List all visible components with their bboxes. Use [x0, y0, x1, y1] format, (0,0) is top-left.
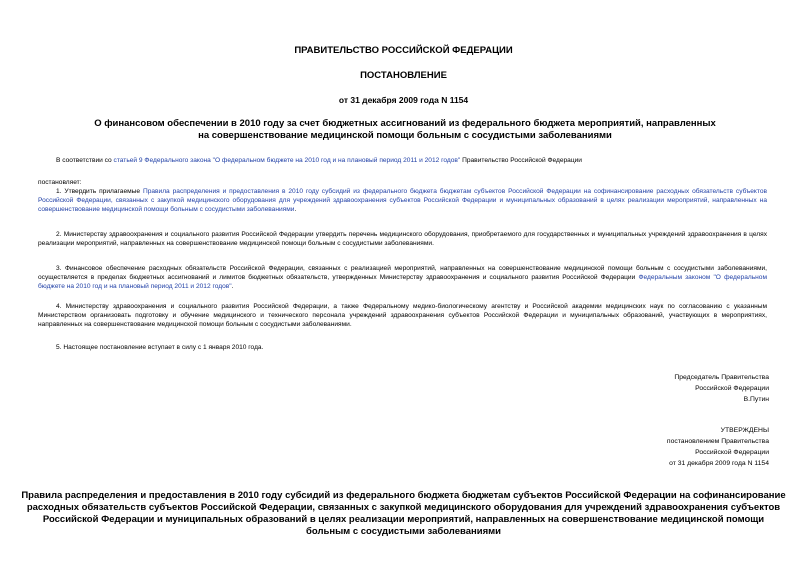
government-heading: ПРАВИТЕЛЬСТВО РОССИЙСКОЙ ФЕДЕРАЦИИ: [294, 45, 513, 56]
date-number-heading: от 31 декабря 2009 года N 1154: [338, 95, 469, 105]
preamble-text-after: Правительство Российской Федерации: [460, 157, 582, 164]
item-1-text-after: .: [294, 206, 297, 214]
federal-law-article-link[interactable]: статьей 9 Федерального закона "О федеральном бюджете на 2010 год и на плановый период 2011 и 2012 годов": [113, 157, 461, 164]
doc-type-heading: ПОСТАНОВЛЕНИЕ: [360, 70, 447, 81]
approved-block: [667, 425, 769, 469]
approved-line-3: Российской Федерации: [695, 449, 769, 456]
item-3: [38, 264, 767, 292]
item-5: 5. Настоящее постановление вступает в силу с 1 января 2010 года.: [56, 344, 264, 351]
preamble-text-before: В соответствии со: [56, 157, 114, 164]
item-2: 2. Министерству здравоохранения и социального развития Российской Федерации утвердить перечень медицинского оборудования, приобретаемого для государственных и муниципальных учреждений здравоохранения в целях реализации мероприятий, направленных на совершенствование медицинской помощи больным с сосудистыми заболеваниями.: [38, 231, 767, 248]
item-1-text-before: 1. Утвердить прилагаемые: [56, 188, 143, 195]
rules-link[interactable]: Правила распределения и предоставления в 2010 году субсидий из федерального бюджета бюджетам субъектов Российской Федерации на софинансирование расходных обязательств субъектов Российской Федерации, связанных с закупкой медицинского оборудования для учреждений здравоохранения субъектов Российской Федерации и муниципальных образований в целях реализации мероприятий, направленных на совершенствование медицинской помощи больным с сосудистыми заболеваниями: [38, 188, 767, 214]
signature-line-2: Российской Федерации: [695, 385, 769, 392]
document-title: О финансовом обеспечении в 2010 году за счет бюджетных ассигнований из федерального бюджета мероприятий, направленных на совершенствование медицинской помощи больным с сосудистыми заболеваниями: [94, 118, 716, 141]
annex-title: Правила распределения и предоставления в 2010 году субсидий из федерального бюджета бюджетам субъектов Российской Федерации на софинансирование расходных обязательств субъектов Российской Федерации, связанных с закупкой медицинского оборудования для учреждений здравоохранения субъектов Российской Федерации и муниципальных образований в целях реализации мероприятий, направленных на совершенствование медицинской помощи больным с сосудистыми заболеваниями: [21, 490, 786, 537]
approved-line-2: постановлением Правительства: [666, 438, 769, 445]
item-4: 4. Министерству здравоохранения и социального развития Российской Федерации, а также Федеральному медико-биологическому агентству и Российской академии медицинских наук по согласованию с указанным Министерством организовать подготовку и обучение медицинского и технического персонала учреждений здравоохранения субъектов Российской Федерации и муниципальных образований, участвующих в мероприятиях, направленных на совершенствование медицинской помощи больным с сосудистыми заболеваниями.: [38, 303, 767, 329]
item-1: [38, 187, 767, 215]
approved-line-4: от 31 декабря 2009 года N 1154: [669, 460, 769, 467]
signature-block: [674, 372, 769, 405]
item-3-text-before: 3. Финансовое обеспечение расходных обязательств Российской Федерации, связанных с реализацией мероприятий, направленных на совершенствование медицинской помощи больным с сосудистыми заболеваниями, осуществляется в пределах бюджетных ассигнований и лимитов бюджетных обязательств, утвержденных Министерству здравоохранения и социального развития Российской Федерации: [38, 265, 767, 282]
signature-line-1: Председатель Правительства: [674, 374, 769, 381]
decree-word: постановляет:: [38, 179, 82, 186]
signature-line-3: В.Путин: [743, 396, 769, 403]
federal-budget-law-link[interactable]: Федеральным законом "О федеральном бюджете на 2010 год и на плановый период 2011 и 2012 годов": [38, 274, 768, 291]
item-3-text-after: .: [231, 283, 234, 291]
preamble: [38, 156, 767, 165]
approved-line-1: УТВЕРЖДЕНЫ: [720, 427, 769, 434]
